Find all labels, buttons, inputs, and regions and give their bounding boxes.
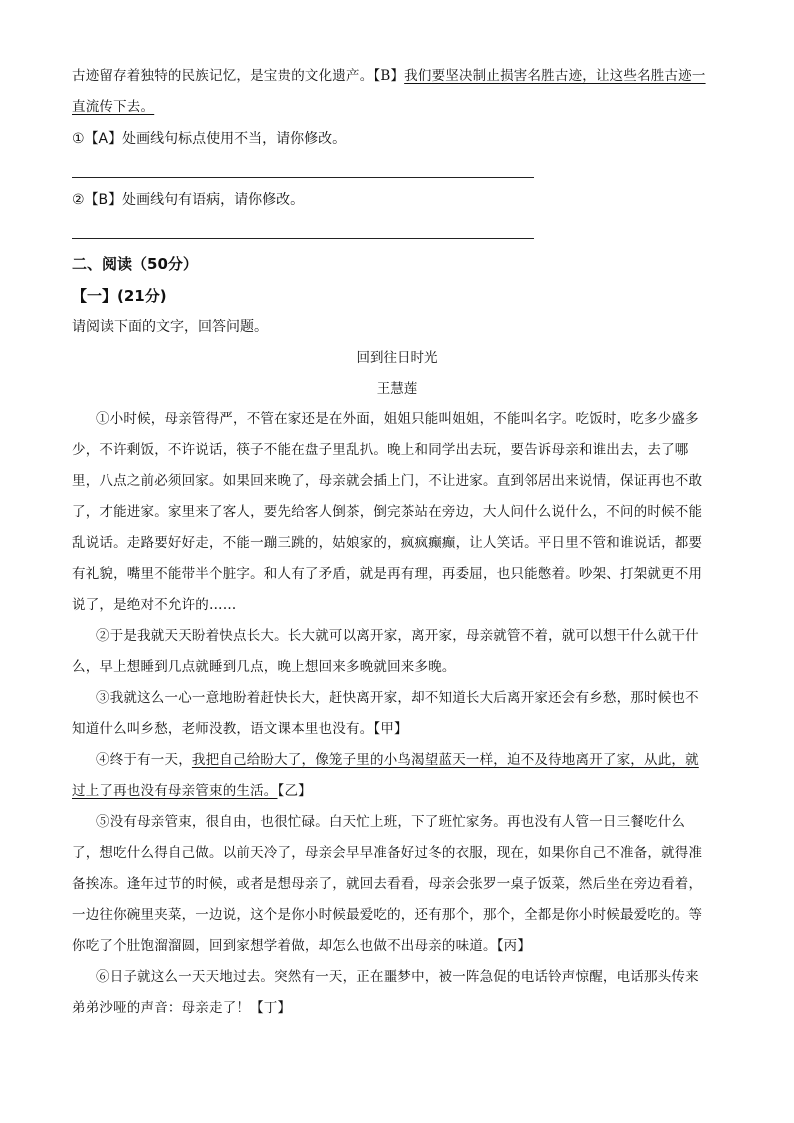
article-line: 么，早上想睡到几点就睡到几点，晚上想回来多晚就回来多晚。 <box>72 659 456 675</box>
article-line: 备挨冻。逢年过节的时候，或者是想母亲了，就回去看看，母亲会张罗一桌子饭菜，然后坐在旁边看着， <box>72 876 703 892</box>
intro-line-2 <box>72 97 154 117</box>
answer-line-1[interactable] <box>72 177 534 178</box>
p4-start: ④终于有一天， <box>96 752 192 768</box>
article-line: 少，不许剩饭，不许说话，筷子不能在盘子里乱扒。晚上和同学出去玩，要告诉母亲和谁出去，去了哪 <box>72 442 689 458</box>
article-line: 有礼貌，嘴里不能带半个脏字。和人有了矛盾，就是再有理，再委屈，也只能憋着。吵架、打架就更不用 <box>72 566 703 582</box>
question-1: ①【A】处画线句标点使用不当，请你修改。 <box>72 131 347 147</box>
article-author: 王慧莲 <box>376 381 418 397</box>
article-line: ①小时候，母亲管得严，不管在家还是在外面，姐姐只能叫姐姐，不能叫名字。吃饭时，吃多少盛多 <box>96 411 699 427</box>
question-2: ②【B】处画线句有语病，请你修改。 <box>72 192 305 208</box>
article-line: ⑤没有母亲管束，很自由，也很忙碌。白天忙上班，下了班忙家务。再也没有人管一日三餐吃什么 <box>96 814 686 830</box>
section-title: 二、阅读（50分） <box>72 255 198 273</box>
section-subtitle: 【一】(21分) <box>72 287 167 305</box>
article-line: 弟弟沙哑的声音：母亲走了！【丁】 <box>72 1000 292 1016</box>
underlined-sentence-b: 我们要坚决制止损害名胜古迹，让这些名胜古迹一 <box>404 68 706 84</box>
article-line: 一边往你碗里夹菜，一边说，这个是你小时候最爱吃的，还有那个，那个，全都是你小时候最爱吃的。等 <box>72 907 703 923</box>
article-line: 说了，是绝对不允许的…… <box>72 597 237 613</box>
article-line: ⑥日子就这么一天天地过去。突然有一天，正在噩梦中，被一阵急促的电话铃声惊醒，电话那头传来 <box>96 969 699 985</box>
paragraph-4-line-1 <box>96 750 699 770</box>
underlined-p4: 我把自己给盼大了，像笼子里的小鸟渴望蓝天一样，迫不及待地离开了家，从此，就 <box>191 752 699 768</box>
instruction: 请阅读下面的文字，回答问题。 <box>72 319 268 335</box>
article-line: 了，才能进家。家里来了客人，要先给客人倒茶，倒完茶站在旁边，大人问什么说什么，不问的时候不能 <box>72 504 703 520</box>
intro-line-1 <box>72 66 706 86</box>
article-line: 乱说话。走路要好好走，不能一蹦三跳的，姑娘家的，疯疯癫癫，让人笑话。平日里不管和谁说话，都要 <box>72 535 703 551</box>
paragraph-4-line-2 <box>72 781 312 801</box>
article-line: 了，想吃什么得自己做。以前天冷了，母亲会早早准备好过冬的衣服，现在，如果你自己不准备，就得准 <box>72 845 703 861</box>
intro-text: 古迹留存着独特的民族记忆，是宝贵的文化遗产。【B】 <box>72 68 405 84</box>
article-line: ③我就这么一心一意地盼着赶快长大，赶快离开家，却不知道长大后离开家还会有乡愁，那时候也不 <box>96 690 699 706</box>
article-line: 里，八点之前必须回家。如果回来晚了，母亲就会插上门，不让进家。直到邻居出来说情，保证再也不敢 <box>72 473 703 489</box>
article-line: ②于是我就天天盼着快点长大。长大就可以离开家，离开家，母亲就管不着，就可以想干什么就干什 <box>96 628 699 644</box>
underlined-p4-end: 过上了再也没有母亲管束的生活。 <box>72 783 278 799</box>
article-line: 你吃了个肚饱溜溜圆，回到家想学着做，却怎么也做不出母亲的味道。【丙】 <box>72 938 532 954</box>
article-title: 回到往日时光 <box>356 350 438 366</box>
marker-yi: 【乙】 <box>277 783 312 799</box>
article-line: 知道什么叫乡愁，老师没教，语文课本里也没有。【甲】 <box>72 721 408 737</box>
answer-line-2[interactable] <box>72 238 534 239</box>
underlined-sentence-b-end: 直流传下去。 <box>72 99 155 115</box>
